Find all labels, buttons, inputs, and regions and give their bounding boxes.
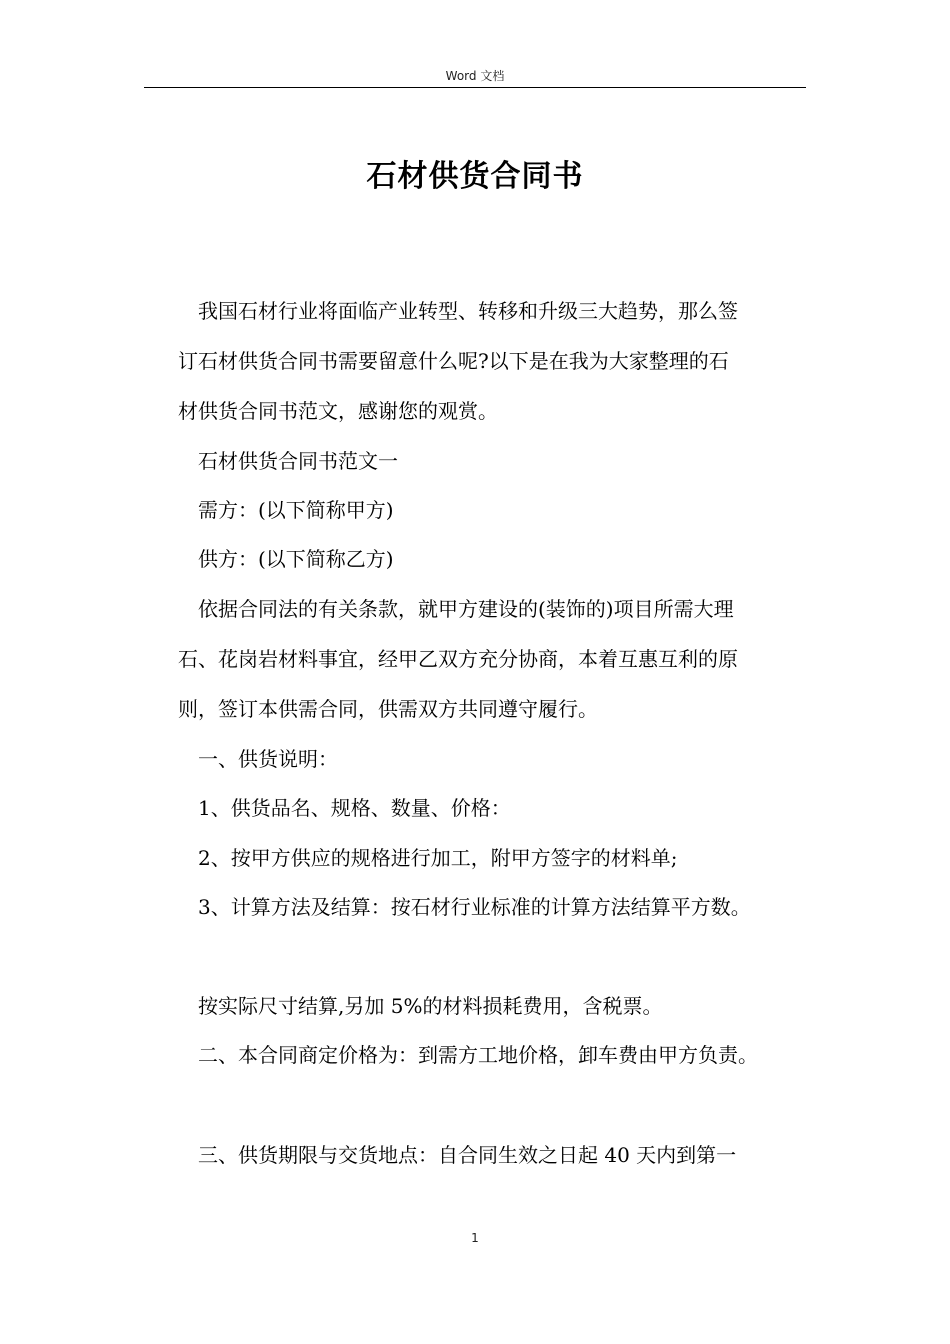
paragraph-line: 需方：(以下简称甲方) <box>198 498 394 522</box>
paragraph-line: 一、供货说明： <box>198 747 338 771</box>
clause-1-3 <box>178 882 812 932</box>
page-number: 1 <box>471 1231 479 1245</box>
document-title: 石材供货合同书 <box>366 159 584 194</box>
buyer-line <box>178 485 812 535</box>
paragraph-line: 石材供货合同书范文一 <box>198 449 398 473</box>
paragraph-line: 三、供货期限与交货地点：自合同生效之日起 40 天内到第一 <box>198 1143 737 1167</box>
clause-1-2 <box>178 833 812 883</box>
header-divider <box>144 87 806 88</box>
paragraph-line: 依据合同法的有关条款，就甲方建设的(装饰的)项目所需大理 <box>198 597 734 621</box>
paragraph-line: 3、计算方法及结算：按石材行业标准的计算方法结算平方数。 <box>198 895 751 919</box>
intro-paragraph <box>178 286 812 436</box>
section-1-heading <box>178 734 812 784</box>
paragraph-line: 供方：(以下简称乙方) <box>198 547 394 571</box>
paragraph-line: 1、供货品名、规格、数量、价格： <box>198 796 511 820</box>
page-header: Word 文档 <box>445 69 505 83</box>
paragraph-line: 2、按甲方供应的规格进行加工，附甲方签字的材料单; <box>198 846 678 870</box>
preamble-paragraph <box>178 584 812 734</box>
clause-1-1 <box>178 783 812 833</box>
paragraph-line: 材供货合同书范文，感谢您的观赏。 <box>178 399 498 423</box>
sample-heading <box>178 436 812 486</box>
paragraph-line: 按实际尺寸结算,另加 5%的材料损耗费用，含税票。 <box>198 994 663 1018</box>
paragraph-line: 石、花岗岩材料事宜，经甲乙双方充分协商，本着互惠互利的原 <box>178 647 738 671</box>
paragraph-line: 订石材供货合同书需要留意什么呢?以下是在我为大家整理的石 <box>178 349 729 373</box>
section-3-paragraph <box>178 1130 812 1180</box>
paragraph-line: 则，签订本供需合同，供需双方共同遵守履行。 <box>178 697 598 721</box>
section-2-paragraph <box>178 1030 812 1080</box>
paragraph-line: 二、本合同商定价格为：到需方工地价格，卸车费由甲方负责。 <box>198 1043 758 1067</box>
settlement-note <box>178 981 812 1031</box>
supplier-line <box>178 534 812 584</box>
paragraph-line: 我国石材行业将面临产业转型、转移和升级三大趋势，那么签 <box>198 299 738 323</box>
